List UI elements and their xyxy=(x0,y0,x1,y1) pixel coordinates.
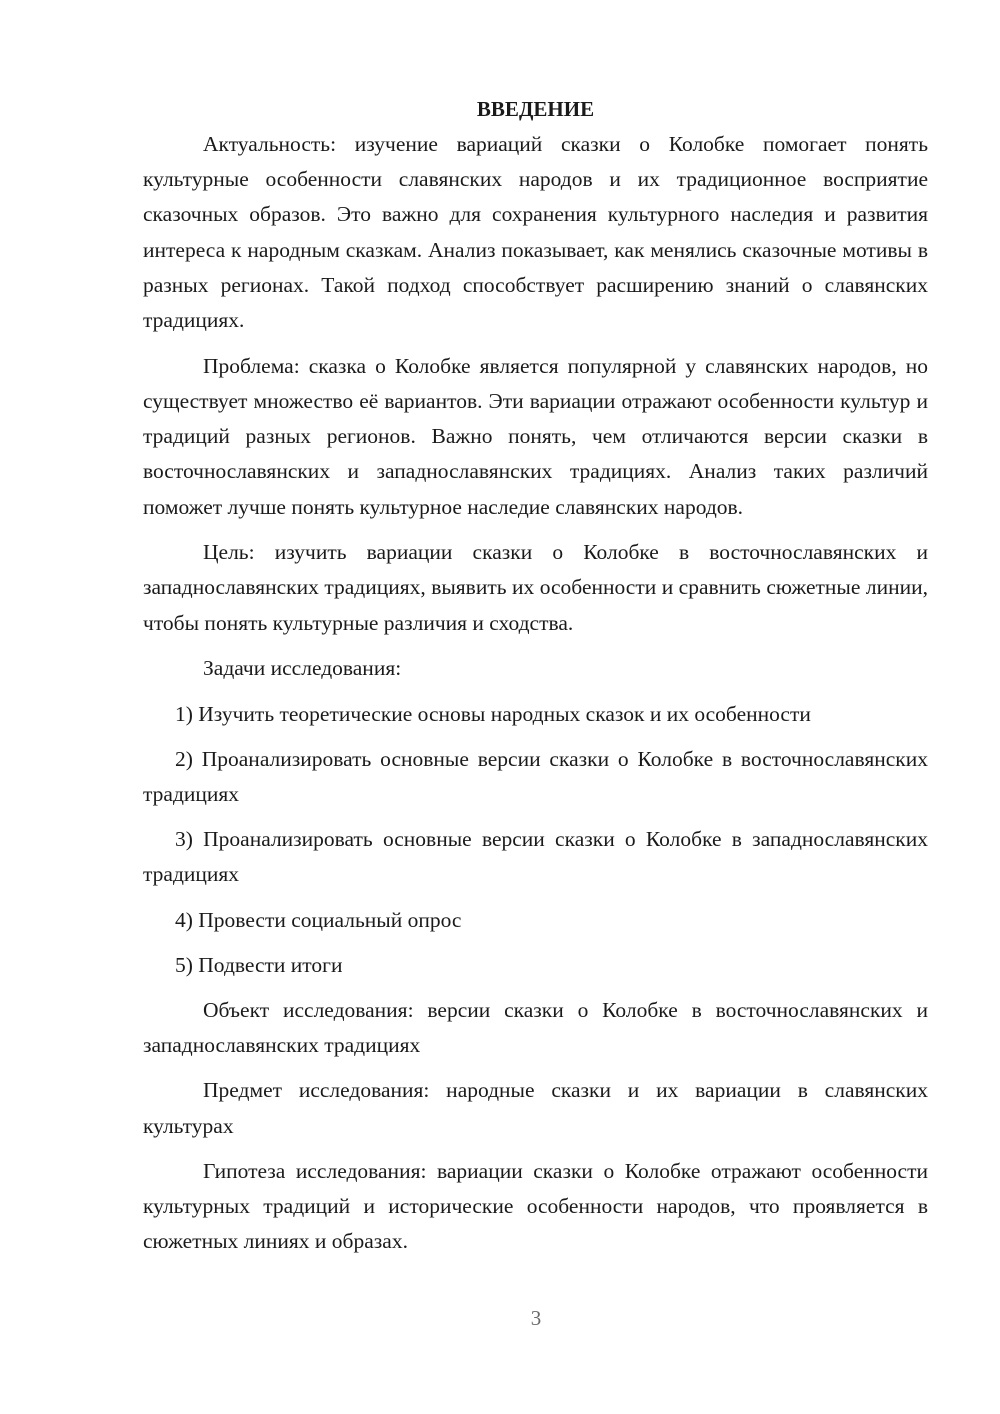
object-paragraph: Объект исследования: версии сказки о Колобке в восточнославянских и западнославянских традициях xyxy=(143,997,928,1058)
task-item-4: 4) Провести социальный опрос xyxy=(175,907,462,932)
page-number: 3 xyxy=(530,1306,542,1330)
relevance-paragraph: Актуальность: изучение вариаций сказки о Колобке помогает понять культурные особенности славянских народов и их традиционное восприятие сказочных образов. Это важно для сохранения культурного наследия и развития интереса к народным сказкам. Анализ показывает, как менялись сказочные мотивы в разных регионах. Такой подход способствует расширению знаний о славянских традициях. xyxy=(143,132,928,333)
task-item-5: 5) Подвести итоги xyxy=(175,952,343,977)
problem-paragraph: Проблема: сказка о Колобке является популярной у славянских народов, но существует множество её вариантов. Эти вариации отражают особенности культур и традиций разных регионов. Важно понять, чем отличаются версии сказки в восточнославянских и западнославянских традициях. Анализ таких различий поможет лучше понять культурное наследие славянских народов. xyxy=(143,353,928,519)
document-page xyxy=(143,90,928,1259)
task-item-3: 3) Проанализировать основные версии сказки о Колобке в западнославянских традициях xyxy=(143,827,928,887)
task-item-1: 1) Изучить теоретические основы народных сказок и их особенности xyxy=(175,701,811,726)
tasks-heading: Задачи исследования: xyxy=(203,656,402,681)
goal-paragraph: Цель: изучить вариации сказки о Колобке в восточнославянских и западнославянских традициях, выявить их особенности и сравнить сюжетные линии, чтобы понять культурные различия и сходства. xyxy=(143,540,928,635)
page-title: ВВЕДЕНИЕ xyxy=(476,97,595,121)
hypothesis-paragraph: Гипотеза исследования: вариации сказки о Колобке отражают особенности культурных традиций и исторические особенности народов, что проявляется в сюжетных линиях и образах. xyxy=(143,1158,928,1254)
subject-paragraph: Предмет исследования: народные сказки и их вариации в славянских культурах xyxy=(143,1078,928,1138)
task-item-2: 2) Проанализировать основные версии сказки о Колобке в восточнославянских традициях xyxy=(143,746,928,806)
